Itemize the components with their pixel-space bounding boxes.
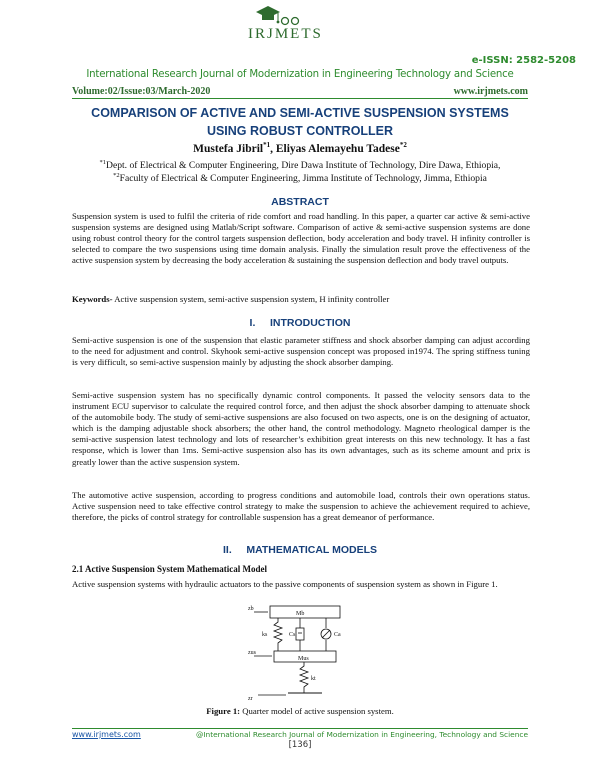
body-mass-block [270,606,340,618]
journal-logo [248,4,358,48]
footer-copyright: @International Research Journal of Modernization in Engineering, Technology and Science [195,730,528,739]
intro-paragraph-2: Semi-active suspension system has no specifically dynamic control components. It passed the velocity sensors data to the instrument ECU supervisor to calculate the required control force, and then adjust the shock absorber damping to attenuate shock of the automobile body. The study of semi-active suspensions are also focused on two aspects, one is on the designing of actuator, which is the damping adjustable shock absorbers; the other hand, the control methodology. Magneto rheological damper is the semi-active suspension latest technology and lots of researcher’s exhibition great interests on this new technology. It has a fast response, which is lower than 1ms. Semi-active suspension also has its own advantages, such as its scheme amount and prix is greatly lower than the active suspension system. [72,390,530,467]
affiliation-2-mark: *2 [113,172,120,179]
figure-1-label: Figure 1: [206,706,241,716]
label-mb: Mb [296,611,305,617]
section-2-heading: II. MATHEMATICAL MODELS [223,544,377,556]
author-1-mark: *1 [263,141,271,149]
label-ks: ks [262,632,268,638]
abstract-heading: ABSTRACT [271,196,329,208]
section-2-paragraph-1: Active suspension systems with hydraulic actuators to the passive components of suspension system as shown in Figure 1. [72,579,498,589]
title-line-2: USING ROBUST CONTROLLER [206,124,394,138]
figure-1-caption [0,706,600,716]
intro-paragraph-3: The automotive active suspension, according to progress conditions and automobile load, controls their own operations status. Active suspension need to take effective control strategy to make the suspension to achieve the achievement required to achieve, therefore, the picks of control strategy for controllable suspension has a great demeanor of performance. [72,490,530,523]
paper-title [60,104,540,140]
label-zus: zus [248,650,256,656]
eissn: e-ISSN: 2582-5208 [471,55,576,66]
volume-issue: Volume:02/Issue:03/March-2020 [72,86,211,97]
author-1: Mustefa Jibril [193,142,264,155]
graduation-cap-icon [248,4,358,26]
label-cs: Cs [289,632,296,638]
footer-website-link[interactable]: www.irjmets.com [72,730,141,739]
author-2: Eliyas Alemayehu Tadese [275,142,400,155]
label-kt: kt [311,676,316,682]
quarter-car-model-figure [248,600,358,703]
title-line-1: COMPARISON OF ACTIVE AND SEMI-ACTIVE SUSPENSION SYSTEMS [91,106,509,120]
section-1-heading: I. INTRODUCTION [249,317,351,329]
tire-spring [300,662,308,693]
page-number: [136] [288,740,312,750]
affiliation-2 [0,172,600,184]
affiliation-1 [0,159,600,171]
keywords-text: Active suspension system, semi-active suspension system, H infinity controller [112,294,390,304]
figure-1-caption-text: Quarter model of active suspension system. [240,706,394,716]
header-website-link[interactable]: www.irjmets.com [453,86,528,97]
affiliation-2-text: Faculty of Electrical & Computer Engineering, Jimma Institute of Technology, Jimma, Ethiopia [119,173,487,185]
label-ca: Ca [334,632,341,638]
authors: Mustefa Jibril$^{*1}$, Eliyas Alemayehu Tadese$^{*2}$ [193,141,407,155]
author-2-mark: *2 [399,141,407,149]
affiliation-1-text: Dept. of Electrical & Computer Engineering, Dire Dawa Institute of Technology, Dire Dawa, Ethiopia, [106,160,501,172]
label-mus: Mus [298,656,309,662]
label-zr: zr [248,696,253,702]
label-zb: zb [248,606,254,612]
suspension-spring [274,618,282,651]
intro-paragraph-1: Semi-active suspension is one of the suspension that elastic parameter stiffness and shock absorber damping can adjust according to the need for adjustment and control. Skyhook semi-active suspension concept was proposed in1974. The spring stiffness tuning is very difficult, so semi-active suspension mainly by adjusting the shock absorber damping. [72,335,530,368]
keywords [72,294,389,304]
abstract-text: Suspension system is used to fulfil the criteria of ride comfort and road handling. In this paper, a quarter car active & semi-active suspension systems are designed using Matlab/Script software. Comparison of active & semi-active suspension systems are done using robust control theory for the control targets suspension deflection, body acceleration and body travel. H infinity controller is selected to compare the two suspensions using time domain analysis. Finally the simulation result prove the effectiveness of the active suspension system by decreasing the body acceleration & sustaining the suspension deflection and body travel outputs. [72,211,530,266]
logo-text: IRJMETS [248,26,323,42]
affiliation-1-mark: *1 [99,159,107,166]
keywords-label: Keywords- [72,294,113,304]
subsection-2-1-heading: 2.1 Active Suspension System Mathematical Model [72,564,267,574]
journal-name: International Research Journal of Modernization in Engineering Technology and Science [86,69,514,80]
footer-divider [72,728,528,729]
header-divider [72,98,528,99]
